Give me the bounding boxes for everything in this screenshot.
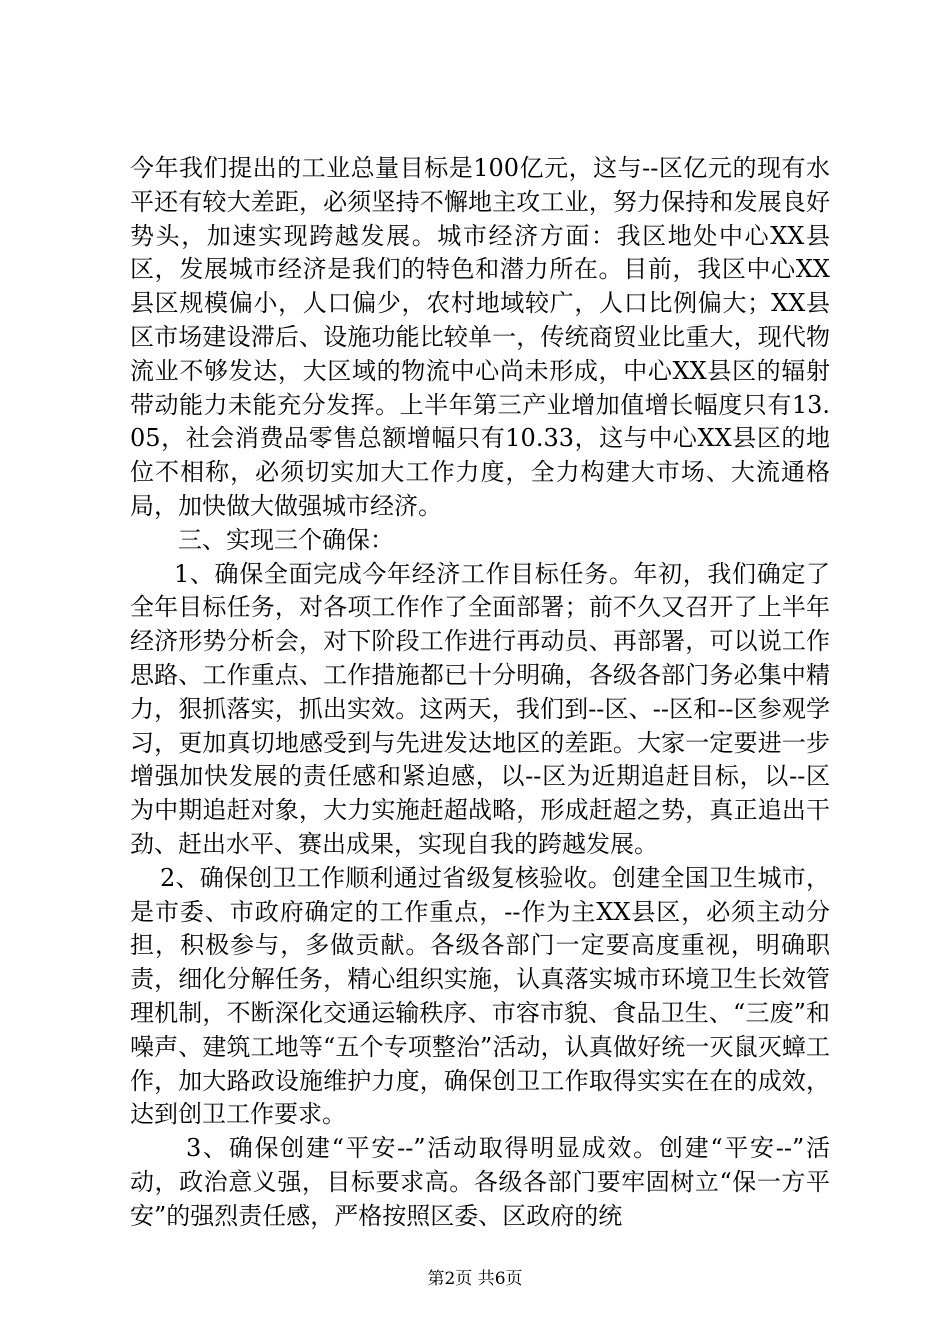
section-heading-three-guarantees: 三、实现三个确保：	[178, 525, 394, 554]
paragraph-guarantee-2: 2、确保创卫工作顺利通过省级复核验收。创建全国卫生城市，是市委、市政府确定的工作重点，--作为主XX县区，必须主动分担，积极参与，多做贡献。各级各部门一定要高度重视，明确职责，细化分解任务，精心组织实施，认真落实城市环境卫生长效管理机制，不断深化交通运输秩序、市容市貌、食品卫生、“三废”和噪声、建筑工地等“五个专项整治”活动，认真做好统一灭鼠灭蟑工作，加大路政设施维护力度，确保创卫工作取得实实在在的成效，达到创卫工作要求。	[130, 863, 830, 1129]
document-body	[130, 152, 830, 1234]
paragraph-guarantee-1: 1、确保全面完成今年经济工作目标任务。年初，我们确定了全年目标任务，对各项工作作了全面部署；前不久又召开了上半年经济形势分析会，对下阶段工作进行再动员、再部署，可以说工作思路、工作重点、工作措施都已十分明确，各级各部门务必集中精力，狠抓落实，抓出实效。这两天，我们到--区、--区和--区参观学习，更加真切地感受到与先进发达地区的差距。大家一定要进一步增强加快发展的责任感和紧迫感，以--区为近期追赶目标，以--区为中期追赶对象，大力实施赶超战略，形成赶超之势，真正追出干劲、赶出水平、赛出成果，实现自我的跨越发展。	[130, 559, 830, 858]
paragraph-industry-and-city-economy: 今年我们提出的工业总量目标是100亿元，这与--区亿元的现有水平还有较大差距，必须坚持不懈地主攻工业，努力保持和发展良好势头，加速实现跨越发展。城市经济方面：我区地处中心XX县区，发展城市经济是我们的特色和潜力所在。目前，我区中心XX县区规模偏小，人口偏少，农村地域较广，人口比例偏大；XX县区市场建设滞后、设施功能比较单一，传统商贸业比重大，现代物流业不够发达，大区域的物流中心尚未形成，中心XX县区的辐射带动能力未能充分发挥。上半年第三产业增加值增长幅度只有13.05，社会消费品零售总额增幅只有10.33，这与中心XX县区的地位不相称，必须切实加大工作力度，全力构建大市场、大流通格局，加快做大做强城市经济。	[130, 154, 830, 520]
paragraph-guarantee-3: 3、确保创建“平安--”活动取得明显成效。创建“平安--”活动，政治意义强，目标要求高。各级各部门要牢固树立“保一方平安”的强烈责任感，严格按照区委、区政府的统	[130, 1134, 830, 1230]
page-number-footer: 第2页 共6页	[427, 1269, 523, 1289]
